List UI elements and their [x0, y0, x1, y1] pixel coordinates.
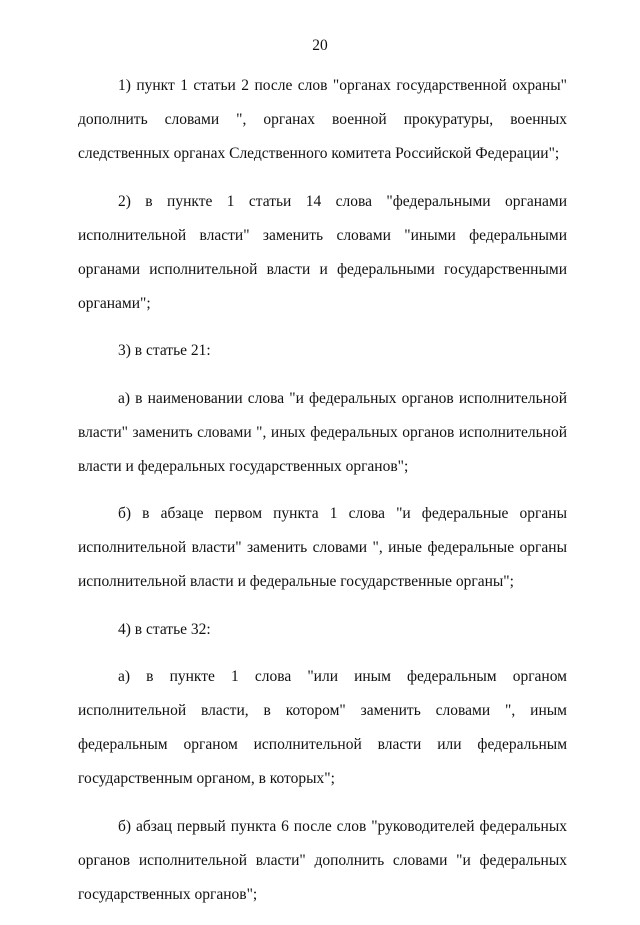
- paragraph-subitem-a-point-1: а) в пункте 1 слова "или иным федеральным органом исполнительной власти, в котором" заменить словами ", иным федеральным органом исполнительной власти или федеральным государственным органом, в которых";: [78, 668, 567, 787]
- paragraph-item-2-article-14: 2) в пункте 1 статьи 14 слова "федеральными органами исполнительной власти" заменить словами "иными федеральными органами исполнительной власти и федеральными государственными органами";: [78, 192, 567, 312]
- document-body: [78, 69, 567, 925]
- paragraph-subitem-a-title: а) в наименовании слова "и федеральных органов исполнительной власти" заменить словами ", иных федеральных органов исполнительной власти и федеральных государственных органов";: [78, 389, 567, 475]
- paragraph-item-3-article-21: 3) в статье 21:: [118, 342, 211, 359]
- paragraph-item-1-article-2: 1) пункт 1 статьи 2 после слов "органах государственной охраны" дополнить словами ", органах военной прокуратуры, военных следственных органах Следственного комитета Российской Федерации";: [78, 77, 567, 162]
- paragraph-subitem-b-point-1: б) в абзаце первом пункта 1 слова "и федеральные органы исполнительной власти" заменить словами ", иные федеральные органы исполнительной власти и федеральные государственные органы";: [78, 505, 567, 590]
- paragraph-subitem-b-point-6: б) абзац первый пункта 6 после слов "руководителей федеральных органов исполнительной власти" дополнить словами "и федеральных государственных органов";: [78, 817, 567, 903]
- paragraph-item-4-article-32: 4) в статье 32:: [118, 620, 211, 638]
- page-number: 20: [312, 37, 328, 54]
